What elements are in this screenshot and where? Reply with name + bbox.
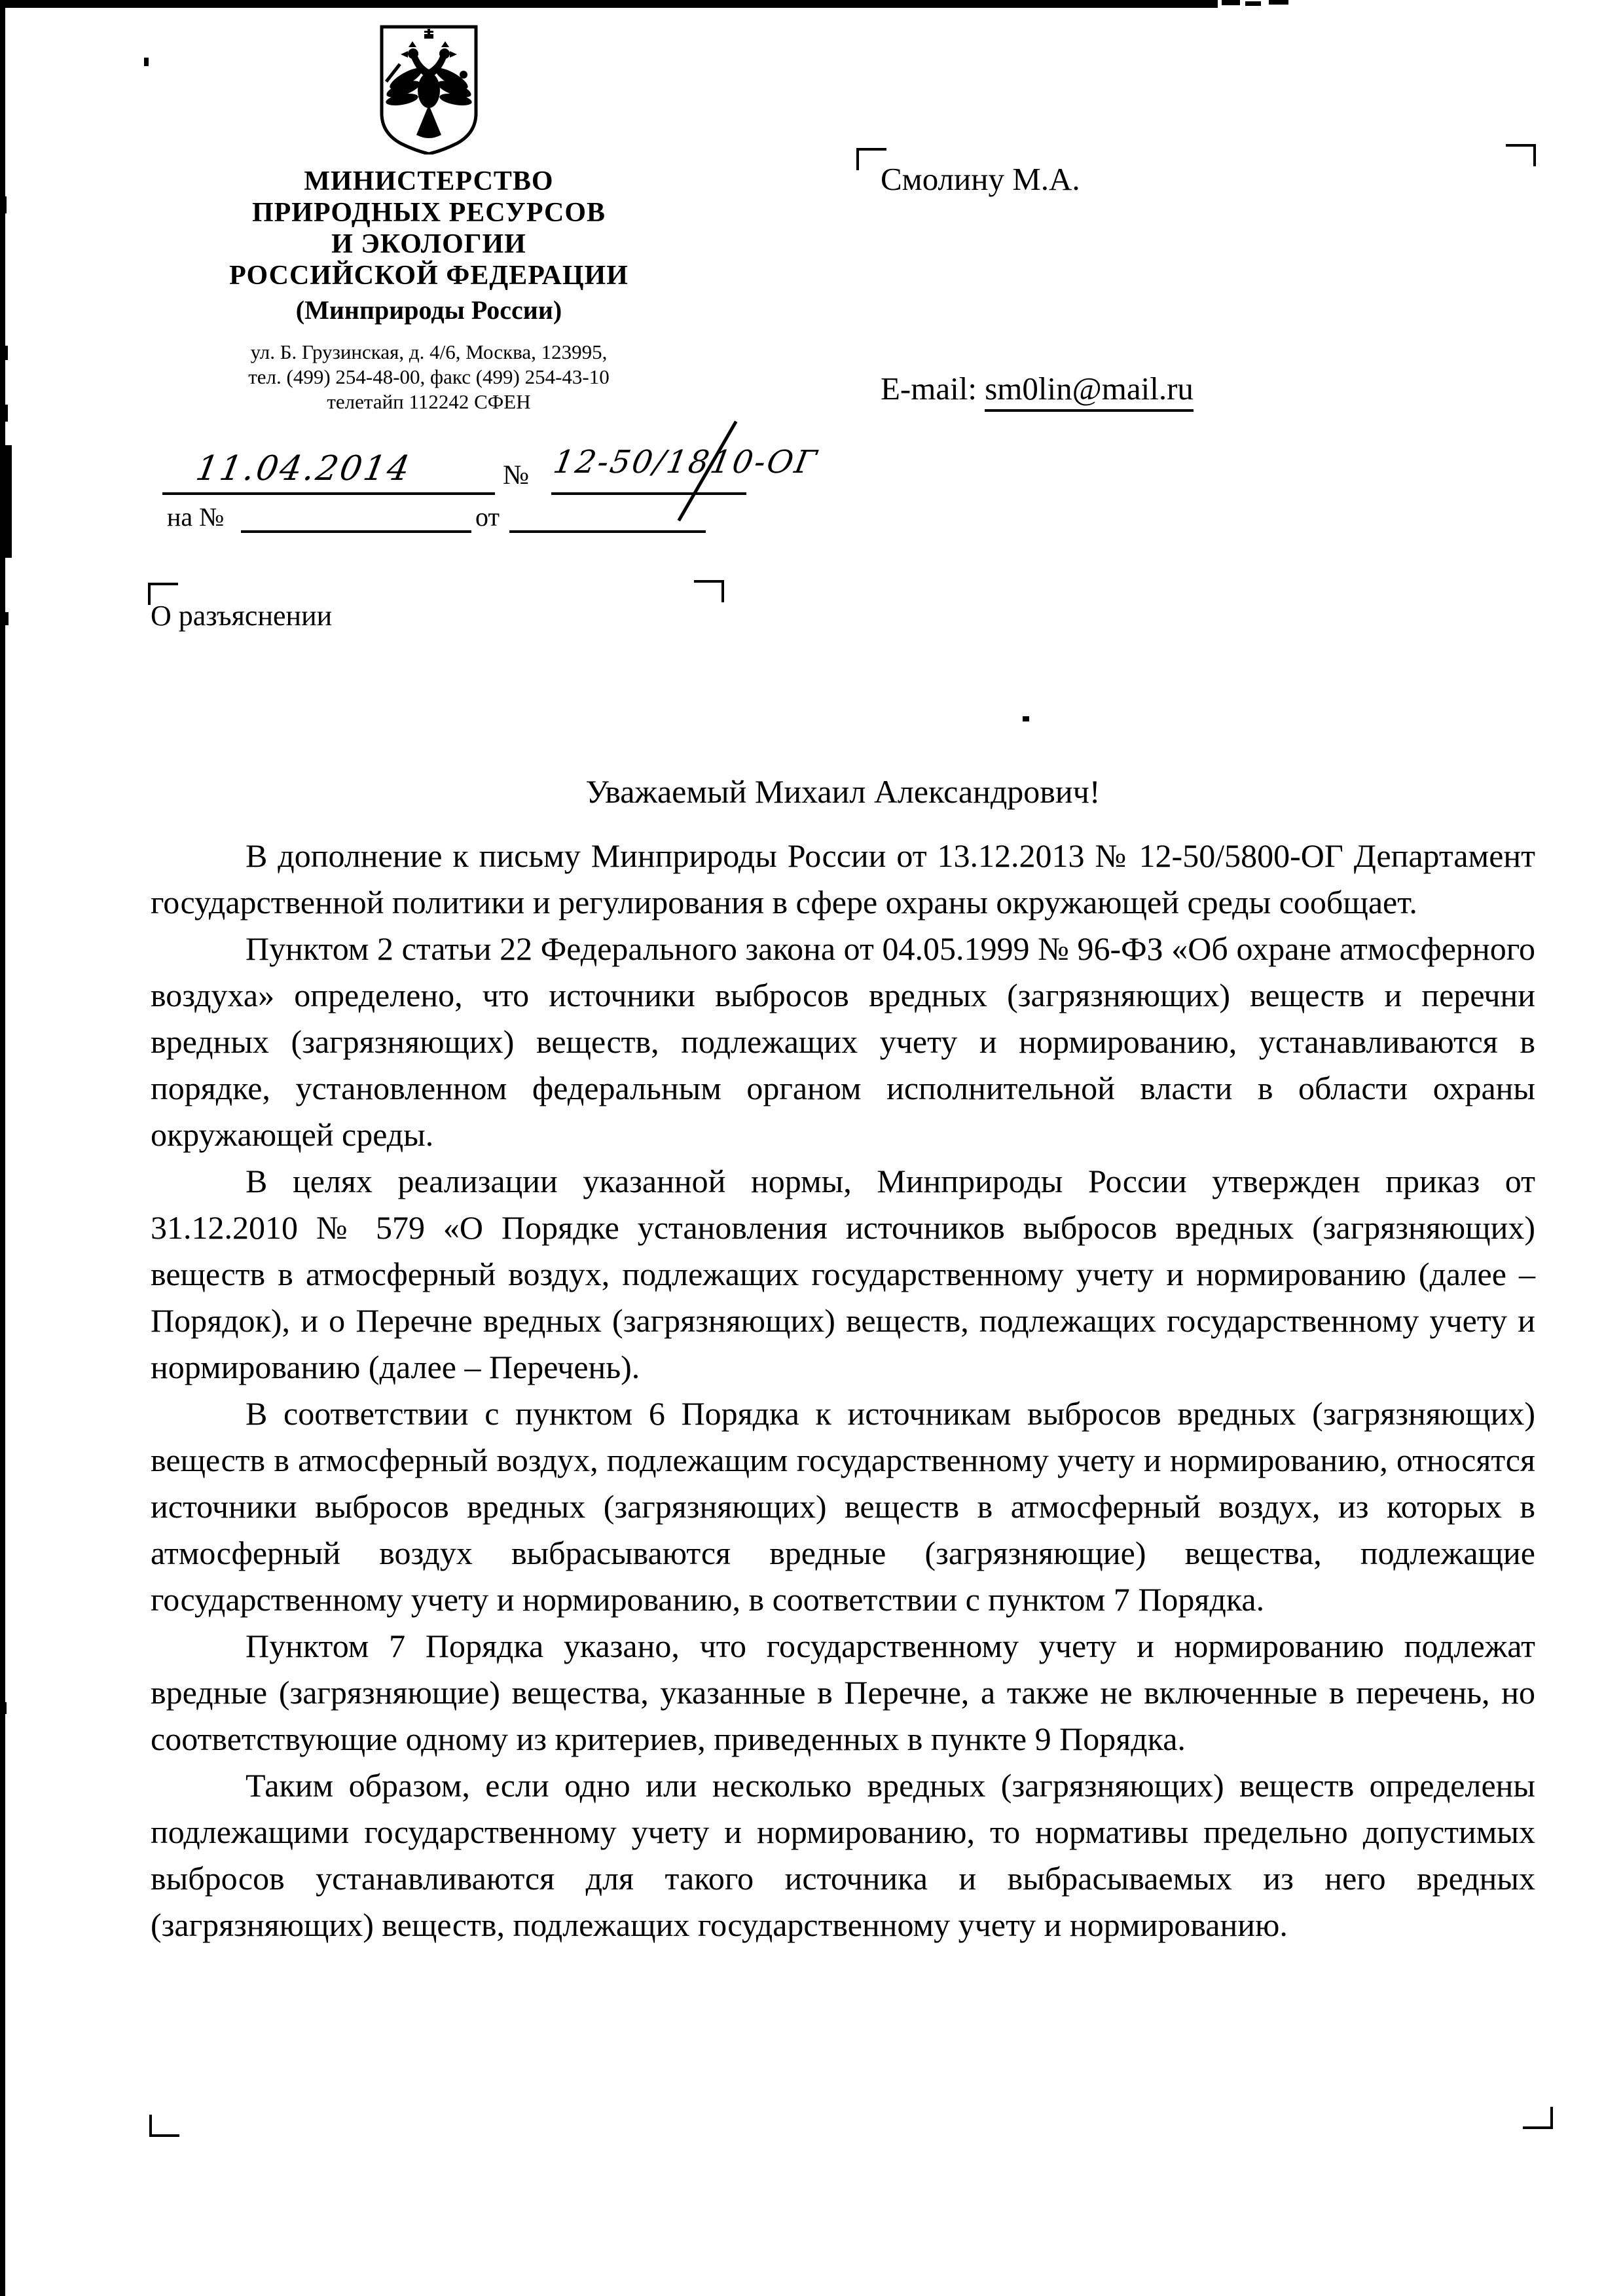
handwritten-date: 11.04.2014 [192, 449, 415, 488]
letter-body [151, 833, 1535, 1948]
ministry-name-line: РОССИЙСКОЙ ФЕДЕРАЦИИ [229, 261, 629, 291]
scan-artifact-dash [1245, 1, 1261, 6]
address-line: ул. Б. Грузинская, д. 4/6, Москва, 123995, [250, 340, 608, 363]
scan-artifact-left-blob [0, 445, 12, 558]
ministry-name-line: И ЭКОЛОГИИ [331, 229, 526, 259]
email-line [881, 371, 1194, 407]
scan-artifact-top-bar [0, 0, 1218, 8]
crop-mark-subject-right [694, 580, 724, 602]
number-sign-label: № [503, 460, 530, 490]
reply-to-underline [241, 530, 471, 533]
scan-artifact-dash [1222, 0, 1240, 5]
ministry-name-line: ПРИРОДНЫХ РЕСУРСОВ [251, 198, 606, 228]
scan-artifact-tick [0, 196, 7, 213]
ministry-short-name: (Минприроды России) [295, 295, 562, 325]
letterhead [134, 24, 723, 414]
salutation: Уважаемый Михаил Александрович! [585, 773, 1101, 810]
date-underline [162, 492, 495, 495]
scan-artifact-tick [0, 405, 8, 422]
body-paragraph: В целях реализации указанной нормы, Минприроды России утвержден приказ от 31.12.2010 № 579 «О Порядке установления источников выбросов вредных (загрязняющих) веществ в атмосферный воздух, подлежащих государственному учету и нормированию (далее – Порядок), и о Перечне вредных (загрязняющих) веществ, подлежащих государственному учету и нормированию (далее – Перечень). [151, 1163, 1535, 1385]
number-underline [551, 492, 746, 495]
crop-mark-bottom-right [1523, 2107, 1553, 2129]
body-paragraph: В дополнение к письму Минприроды России от 13.12.2013 № 12-50/5800-ОГ Департамент государственной политики и регулирования в сфере охраны окружающей среды сообщает. [151, 837, 1535, 920]
address-line: тел. (499) 254-48-00, факс (499) 254-43-10 [248, 365, 610, 388]
scan-artifact-tick [0, 346, 8, 360]
body-paragraph: В соответствии с пунктом 6 Порядка к источникам выбросов вредных (загрязняющих) веществ в атмосферный воздух, подлежащим государственному учету и нормированию, относятся источники выбросов вредных (загрязняющих) веществ в атмосферный воздух, из которых в атмосферный воздух выбрасываются вредные (загрязняющие) вещества, подлежащие государственному учету и нормированию, в соответствии с пунктом 7 Порядка. [151, 1395, 1535, 1618]
address-line: телетайп 112242 СФЕН [327, 390, 531, 413]
email-address: sm0lin@mail.ru [985, 371, 1194, 412]
crop-mark-bottom-left [149, 2115, 179, 2137]
scan-artifact-tick [0, 1702, 7, 1714]
ministry-name-line: МИНИСТЕРСТВО [304, 166, 554, 196]
from-date-underline [509, 530, 706, 533]
ministry-address-block [134, 340, 723, 414]
body-paragraph: Пунктом 2 статьи 22 Федерального закона от 04.05.1999 № 96-ФЗ «Об охране атмосферного воздуха» определено, что источники выбросов вредных (загрязняющих) веществ и перечни вредных (загрязняющих) веществ, подлежащих учету и нормированию, устанавливаются в порядке, установленном федеральным органом исполнительной власти в области охраны окружающей среды. [151, 930, 1535, 1153]
handwritten-outgoing-number: 12-50/1810-ОГ [551, 444, 821, 481]
scan-artifact-dash [1269, 0, 1288, 5]
scan-artifact-tick [0, 612, 9, 625]
subject-line: О разъяснении [151, 600, 333, 632]
scan-artifact-left-strip [0, 0, 5, 2296]
body-paragraph: Таким образом, если одно или несколько вредных (загрязняющих) веществ определены подлежащими государственному учету и нормированию, то нормативы предельно допустимых выбросов устанавливаются для такого источника и выбрасываемых из него вредных (загрязняющих) веществ, подлежащих государственному учету и нормированию. [151, 1767, 1535, 1943]
crop-mark-addressee-right [1506, 144, 1536, 166]
addressee-name: Смолину М.А. [881, 161, 1080, 197]
body-paragraph: Пунктом 7 Порядка указано, что государственному учету и нормированию подлежат вредные (загрязняющие) вещества, указанные в Перечне, а также не включенные в перечень, но соответствующие одному из критериев, приведенных в пункте 9 Порядка. [151, 1628, 1535, 1757]
reply-to-label: на № [167, 502, 225, 532]
from-date-label: от [475, 502, 500, 532]
scan-artifact-speck [1023, 716, 1029, 721]
coat-of-arms-icon [377, 24, 481, 158]
email-label: E-mail: [881, 371, 985, 407]
